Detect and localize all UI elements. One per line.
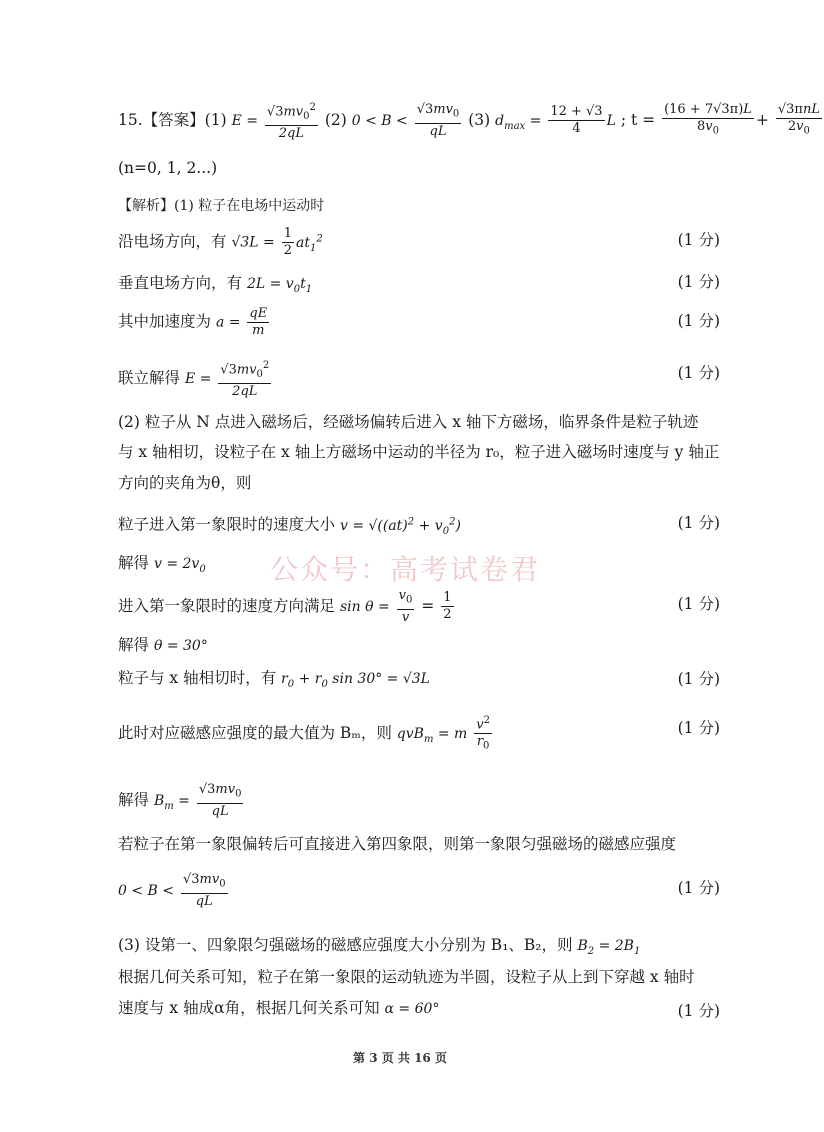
analysis-line-4: 联立解得 E = $\frac{√3mv_0^2}{2qL}$ [118,360,270,399]
answer-label: 15.【答案】 [118,110,205,129]
analysis-header: 【解析】(1) 粒子在电场中运动时 [118,198,325,214]
fraction-t1: $\frac{(16 + 7√3\pi)L}{8v_0}$ [664,102,752,137]
analysis-line-2: 垂直电场方向，有 $2L = v_0t_1$ [118,274,313,295]
score-5: (1 分) [677,514,720,532]
formula-b-range: 0 < B < [351,112,408,129]
part-3-label: (3) [468,110,491,129]
analysis-line-13: 0 < B < $\frac{√3mv_0}{qL}$ [118,872,226,909]
part3-text-3: 速度与 x 轴成α角，根据几何关系可知 α = 60° [118,999,440,1017]
part3-text-2: 根据几何关系可知，粒子在第一象限的运动轨迹为半圆，设粒子从上到下穿越 x 轴时 [118,968,695,986]
analysis-line-8: 解得 θ = 30° [118,636,208,654]
score-6: (1 分) [677,595,720,613]
analysis-line-11: 解得 $B_m$ = $\frac{√3mv_0}{qL}$ [118,782,242,819]
part-2-label: (2) [324,110,347,129]
score-3: (1 分) [677,312,720,330]
fraction-b: $\frac{√3mv_0}{qL}$ [416,102,460,139]
part3-text-1: (3) 设第一、四象限匀强磁场的磁感应强度大小分别为 B₁、B₂，则 $B_2 = 2B_1$ [118,936,641,957]
analysis-line-1: 沿电场方向，有 √3L = $\frac{1}{2}$ $at_1^2$ [118,226,323,258]
score-8: (1 分) [677,719,720,737]
formula-dmax: $d_{max}$ = [495,112,542,132]
score-10: (1 分) [677,1002,720,1020]
part2-text-1: (2) 粒子从 N 点进入磁场后，经磁场偏转后进入 x 轴下方磁场，临界条件是粒子轨迹 [118,413,699,431]
page-footer: 第 3 页 共 16 页 [353,1051,447,1065]
part2-text-3: 方向的夹角为θ，则 [118,474,252,492]
part-1-label: (1) [204,110,227,129]
t-label: ; t = [620,110,656,129]
n-values: (n=0, 1, 2...) [118,159,218,177]
analysis-line-9: 粒子与 x 轴相切时，有 $r_0 + r_0$ sin 30° = √3L [118,669,430,690]
fraction-dmax: $\frac{12 + √3}{4}$ [550,104,603,137]
analysis-line-3: 其中加速度为 a = $\frac{qE}{m}$ [118,306,268,338]
score-4: (1 分) [677,364,720,382]
score-9: (1 分) [677,879,720,897]
analysis-line-7: 进入第一象限时的速度方向满足 sin θ = $\frac{v_0}{v}$ = $\frac{1}{2}$ [118,588,452,625]
score-7: (1 分) [677,670,720,688]
fraction-e: $\frac{√3mv_0^2}{2qL}$ [266,102,316,141]
part2-text-2: 与 x 轴相切，设粒子在 x 轴上方磁场中运动的半径为 r₀，粒子进入磁场时速度与 y 轴正 [118,443,720,461]
analysis-line-12: 若粒子在第一象限偏转后可直接进入第四象限，则第一象限匀强磁场的磁感应强度 [118,835,677,853]
analysis-line-6: 解得 $v = 2v_0$ [118,554,206,575]
fraction-t2: √3πnL $2v_0$ [777,102,820,137]
analysis-line-5: 粒子进入第一象限时的速度大小 $v = √((at)^2 + v_0^2)$ [118,515,461,537]
score-1: (1 分) [677,231,720,249]
analysis-line-10: 此时对应磁感应强度的最大值为 Bₘ，则 qvB$_m$ = m $\frac{v^2}{r_0}$ [118,715,490,752]
formula-e: E = [231,112,258,129]
score-2: (1 分) [677,273,720,291]
watermark: 公众号：高考试卷君 [270,553,541,586]
answer-line: 15.【答案】(1) E = $\frac{√3mv_0^2}{2qL}$ (2) 0 < B < $\frac{√3mv_0}{qL}$ (3) $d_{max}$ = $\frac{12 + √3}{4}$ L ; t = $\frac{(16 + 7√3\pi)L}{8v_0}$ + √3πnL $2v_0$ [118,102,820,141]
